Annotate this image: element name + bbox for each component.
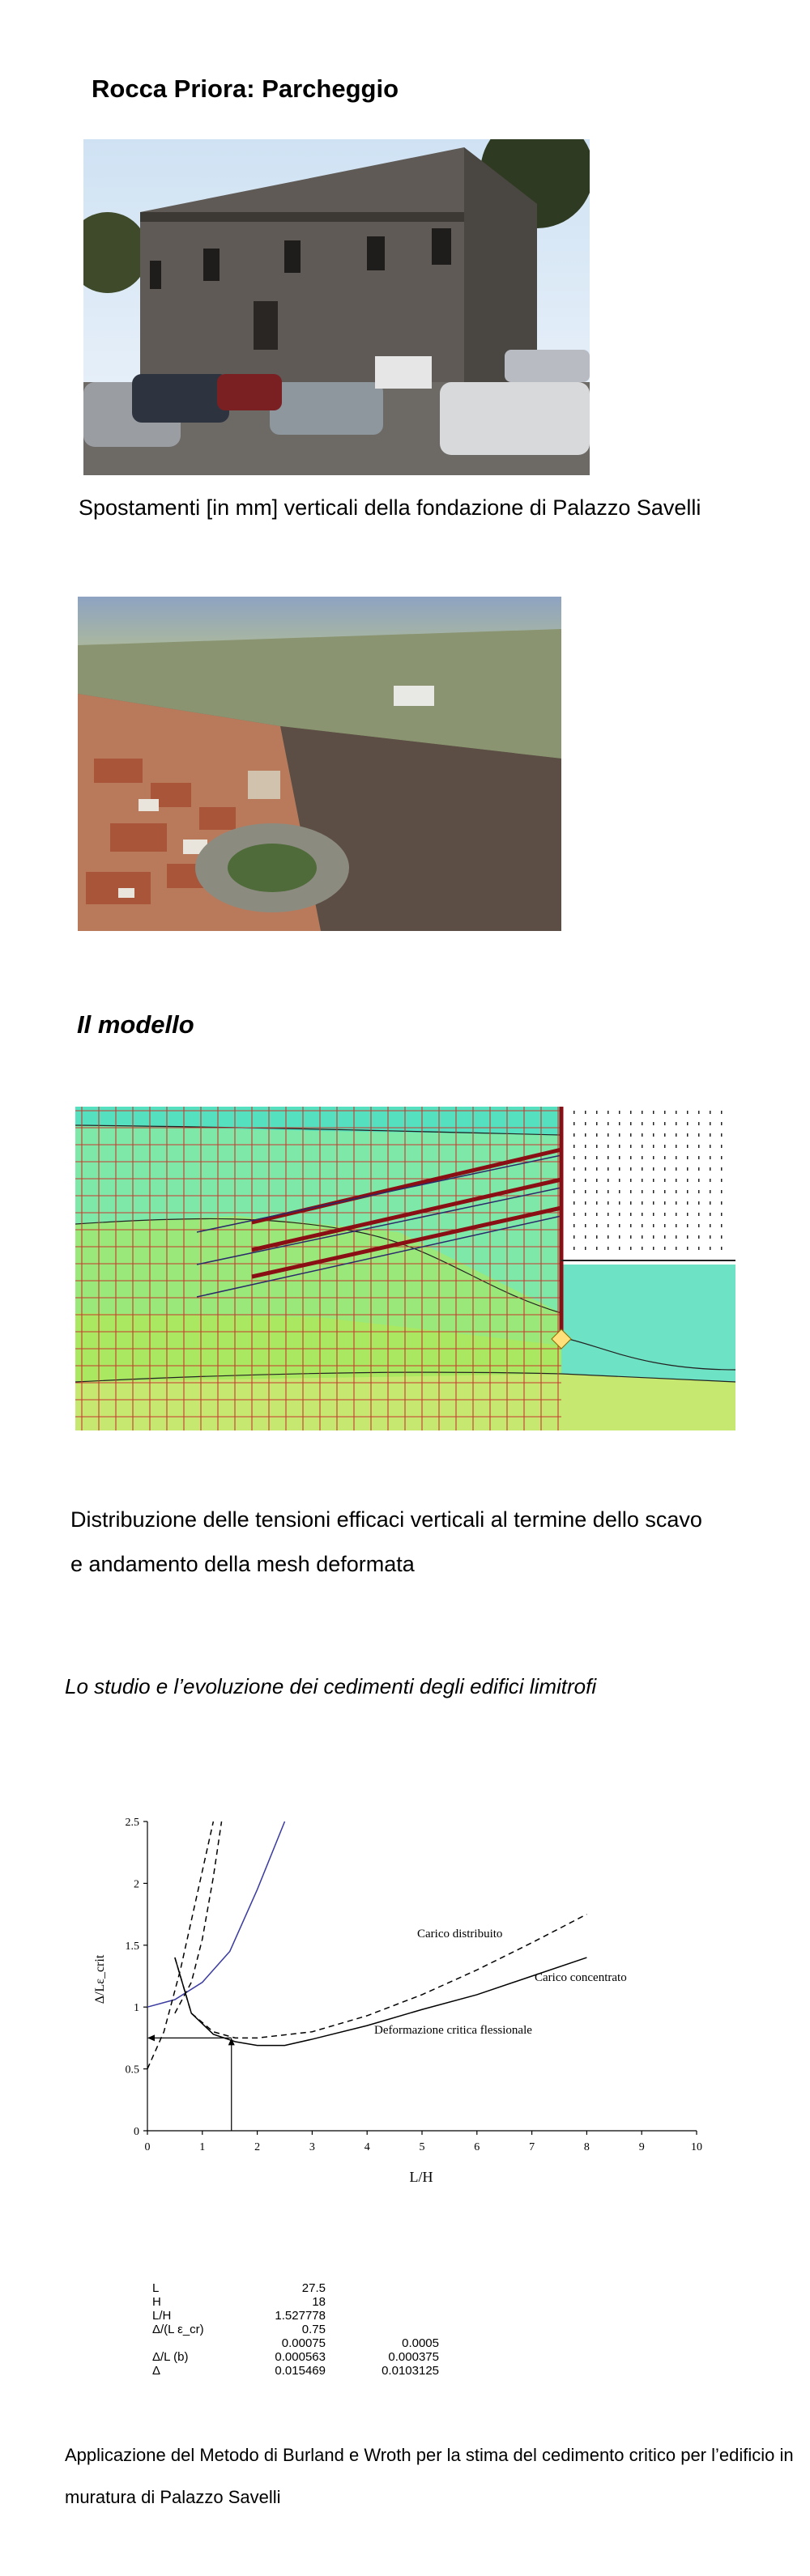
mesh-node [687,1235,688,1239]
mesh-node [573,1167,575,1171]
annotation-carico-concentrato: Carico concentrato [535,1971,627,1984]
table-cell: 27.5 [301,2281,326,2295]
mesh-node [676,1235,677,1239]
mesh-node [664,1167,666,1171]
mesh-node [619,1156,620,1159]
mesh-node [721,1235,723,1239]
mesh-node [687,1247,688,1250]
mesh-node [630,1122,632,1125]
mesh-node [642,1133,643,1137]
mesh-node [630,1156,632,1159]
mesh-node [710,1190,711,1193]
mesh-node [619,1122,620,1125]
mesh-node [698,1247,700,1250]
mesh-node [608,1122,609,1125]
mesh-node [710,1133,711,1137]
table-row [152,2350,444,2364]
page-title: Rocca Priora: Parcheggio [92,74,399,103]
mesh-node [687,1213,688,1216]
mesh-node [698,1235,700,1239]
mesh-node [698,1122,700,1125]
mesh-node [653,1167,654,1171]
mesh-node [710,1224,711,1227]
mesh-node [676,1247,677,1250]
mesh-node [630,1190,632,1193]
x-tick-label: 3 [309,2141,315,2153]
mesh-node [585,1179,586,1182]
x-tick-label: 1 [199,2141,206,2153]
mesh-node [585,1190,586,1193]
table-row [152,2323,444,2336]
mesh-node [721,1179,723,1182]
mesh-node [664,1133,666,1137]
mesh-node [721,1122,723,1125]
mesh-node [585,1213,586,1216]
mesh-node [664,1213,666,1216]
mesh-node [721,1201,723,1205]
mesh-node [608,1133,609,1137]
mesh-node [653,1111,654,1114]
mesh-node [642,1235,643,1239]
mesh-node [710,1179,711,1182]
mesh-node [721,1111,723,1114]
mesh-node [630,1111,632,1114]
mesh-node [619,1133,620,1137]
table-cell: 0.000375 [388,2350,439,2364]
mesh-node [687,1224,688,1227]
mesh-node [676,1201,677,1205]
mesh-node [653,1156,654,1159]
caption-displacements: Spostamenti [in mm] verticali della fondazione di Palazzo Savelli [79,495,701,520]
mesh-node [596,1122,598,1125]
mesh-node [642,1179,643,1182]
mesh-node [630,1235,632,1239]
table-cell: Δ/(L ε_cr) [152,2323,204,2336]
mesh-node [630,1167,632,1171]
mesh-node [653,1133,654,1137]
mesh-node [676,1145,677,1148]
mesh-node [653,1145,654,1148]
annotation-deformazione-critica: Deformazione critica flessionale [374,2024,532,2037]
mesh-node [630,1213,632,1216]
mesh-node [619,1235,620,1239]
mesh-node [653,1224,654,1227]
x-tick-label: 8 [583,2141,590,2153]
mesh-node [698,1145,700,1148]
mesh-node [630,1145,632,1148]
mesh-node [608,1201,609,1205]
table-cell: 1.527778 [275,2309,326,2323]
x-tick-label: 4 [364,2141,370,2153]
mesh-node [608,1247,609,1250]
mesh-node [596,1179,598,1182]
mesh-node [585,1145,586,1148]
mesh-node [608,1167,609,1171]
mesh-node [642,1201,643,1205]
mesh-node [698,1156,700,1159]
mesh-node [596,1190,598,1193]
mesh-node [698,1213,700,1216]
aerial-photo [78,597,561,931]
mesh-node [721,1190,723,1193]
mesh-node [642,1145,643,1148]
mesh-node [585,1247,586,1250]
mesh-node [619,1190,620,1193]
mesh-node [664,1235,666,1239]
mesh-node [664,1247,666,1250]
mesh-node [608,1190,609,1193]
guide-arrow-left [147,2034,155,2041]
mesh-node [721,1224,723,1227]
y-tick-label: 1 [134,2002,139,2015]
caption-stress-line1: Distribuzione delle tensioni efficaci verticali al termine dello scavo [70,1507,702,1532]
section-title-model: Il modello [77,1010,194,1039]
mesh-node [608,1179,609,1182]
mesh-node [630,1133,632,1137]
chart-xlabel: L/H [409,2169,433,2185]
mesh-node [676,1122,677,1125]
mesh-node [710,1145,711,1148]
mesh-node [710,1156,711,1159]
table-cell: L/H [152,2309,172,2323]
mesh-node [698,1133,700,1137]
mesh-node [710,1213,711,1216]
mesh-node [573,1201,575,1205]
palazzo-photo [83,139,590,475]
mesh-node [721,1145,723,1148]
mesh-node [630,1224,632,1227]
mesh-node [710,1235,711,1239]
mesh-node [642,1247,643,1250]
mesh-node [573,1145,575,1148]
series-line-0 [147,1821,285,2007]
mesh-node [619,1201,620,1205]
table-row [152,2336,444,2350]
mesh-node [698,1167,700,1171]
mesh-node [687,1190,688,1193]
mesh-node [676,1133,677,1137]
mesh-node [608,1213,609,1216]
mesh-node [698,1111,700,1114]
mesh-node [676,1179,677,1182]
table-row [152,2309,444,2323]
y-tick-label: 0 [134,2126,139,2138]
table-cell: Δ [152,2364,161,2378]
mesh-node [721,1133,723,1137]
mesh-node [642,1167,643,1171]
mesh-node [687,1122,688,1125]
mesh-node [710,1247,711,1250]
mesh-node [608,1111,609,1114]
mesh-node [721,1247,723,1250]
table-cell: Δ/L (b) [152,2350,189,2364]
table-cell: 0.0005 [402,2336,439,2350]
mesh-node [710,1122,711,1125]
x-tick-label: 9 [638,2141,645,2153]
table-cell [330,2281,444,2295]
mesh-node [585,1224,586,1227]
mesh-node [619,1167,620,1171]
mesh-node [573,1133,575,1137]
mesh-node [721,1213,723,1216]
mesh-node [642,1213,643,1216]
mesh-node [653,1201,654,1205]
table-row [152,2281,444,2295]
mesh-node [687,1201,688,1205]
mesh-node [664,1122,666,1125]
mesh-node [573,1247,575,1250]
table-cell: H [152,2295,161,2309]
table-cell: 0.0103125 [382,2364,439,2378]
mesh-node [687,1111,688,1114]
parameters-table [152,2281,444,2378]
mesh-node [676,1167,677,1171]
mesh-node [573,1111,575,1114]
caption-stress-line2: e andamento della mesh deformata [70,1552,415,1576]
mesh-node [596,1201,598,1205]
mesh-node [721,1156,723,1159]
study-heading: Lo studio e l’evoluzione dei cedimenti degli edifici limitrofi [65,1674,597,1698]
mesh-node [619,1145,620,1148]
mesh-node [596,1213,598,1216]
caption-burland-line1: Applicazione del Metodo di Burland e Wroth per la stima del cedimento critico per l’edificio in [65,2445,794,2465]
y-tick-label: 0.5 [125,2064,139,2077]
mesh-node [676,1156,677,1159]
mesh-node [676,1213,677,1216]
mesh-node [573,1190,575,1193]
table-cell: L [152,2281,160,2295]
series-line-1 [147,1821,213,2069]
mesh-node [653,1235,654,1239]
mesh-node [653,1213,654,1216]
x-tick-label: 0 [144,2141,151,2153]
burland-wroth-chart [81,1805,729,2194]
mesh-node [585,1167,586,1171]
mesh-node [698,1190,700,1193]
mesh-node [710,1201,711,1205]
mesh-node [687,1156,688,1159]
mesh-node [573,1235,575,1239]
mesh-node [630,1201,632,1205]
mesh-node [664,1156,666,1159]
mesh-node [596,1167,598,1171]
mesh-node [642,1122,643,1125]
mesh-node [664,1145,666,1148]
mesh-node [596,1156,598,1159]
mesh-node [596,1224,598,1227]
table-cell: 0.00075 [281,2336,326,2350]
mesh-node [596,1133,598,1137]
table-cell [330,2309,444,2323]
mesh-node [573,1179,575,1182]
mesh-node [687,1179,688,1182]
x-tick-label: 6 [474,2141,480,2153]
x-tick-label: 2 [254,2141,261,2153]
table-cell: 0.015469 [275,2364,326,2378]
mesh-node [585,1111,586,1114]
mesh-node [619,1111,620,1114]
x-tick-label: 5 [419,2141,425,2153]
mesh-node [664,1179,666,1182]
mesh-node [710,1111,711,1114]
caption-burland-line2: muratura di Palazzo Savelli [65,2487,281,2507]
mesh-node [664,1190,666,1193]
mesh-node [619,1213,620,1216]
mesh-node [721,1167,723,1171]
mesh-node [608,1156,609,1159]
mesh-node [653,1122,654,1125]
table-cell [152,2336,241,2350]
table-cell: 0.75 [301,2323,326,2336]
mesh-node [642,1156,643,1159]
mesh-node [664,1111,666,1114]
mesh-node [653,1190,654,1193]
mesh-node [585,1201,586,1205]
mesh-node [585,1133,586,1137]
y-tick-label: 2.5 [125,1817,139,1829]
mesh-node [573,1156,575,1159]
mesh-node [596,1111,598,1114]
mesh-node [653,1179,654,1182]
mesh-node [596,1235,598,1239]
mesh-node [619,1224,620,1227]
mesh-node [687,1145,688,1148]
chart-ylabel: Δ/Lε_crit [93,1954,107,2004]
table-cell: 18 [312,2295,326,2309]
mesh-node [642,1190,643,1193]
mesh-node [664,1224,666,1227]
table-row [152,2364,444,2378]
mesh-node [573,1122,575,1125]
mesh-node [596,1145,598,1148]
mesh-node [608,1145,609,1148]
mesh-node [585,1235,586,1239]
mesh-node [642,1224,643,1227]
mesh-node [630,1247,632,1250]
y-tick-label: 1.5 [125,1940,139,1953]
x-tick-label: 7 [529,2141,535,2153]
mesh-node [687,1133,688,1137]
mesh-node [698,1224,700,1227]
table-cell: 0.000563 [275,2350,326,2364]
annotation-carico-distribuito: Carico distribuito [417,1928,503,1941]
mesh-node [710,1167,711,1171]
mesh-node [596,1247,598,1250]
model-mesh-figure [75,1103,740,1443]
mesh-node [676,1190,677,1193]
mesh-node [664,1201,666,1205]
mesh-node [619,1179,620,1182]
y-tick-label: 2 [134,1878,139,1891]
table-cell [330,2323,444,2336]
mesh-node [573,1213,575,1216]
mesh-node [676,1224,677,1227]
table-cell [330,2295,444,2309]
x-tick-label: 10 [691,2141,702,2153]
mesh-node [619,1247,620,1250]
mesh-node [573,1224,575,1227]
mesh-node [608,1224,609,1227]
mesh-node [608,1235,609,1239]
mesh-node [653,1247,654,1250]
mesh-node [642,1111,643,1114]
mesh-node [585,1156,586,1159]
mesh-node [630,1179,632,1182]
mesh-node [698,1179,700,1182]
mesh-node [585,1122,586,1125]
series-line-3 [175,1915,587,2038]
mesh-node [687,1167,688,1171]
mesh-node [676,1111,677,1114]
mesh-node [698,1201,700,1205]
table-row [152,2295,444,2309]
